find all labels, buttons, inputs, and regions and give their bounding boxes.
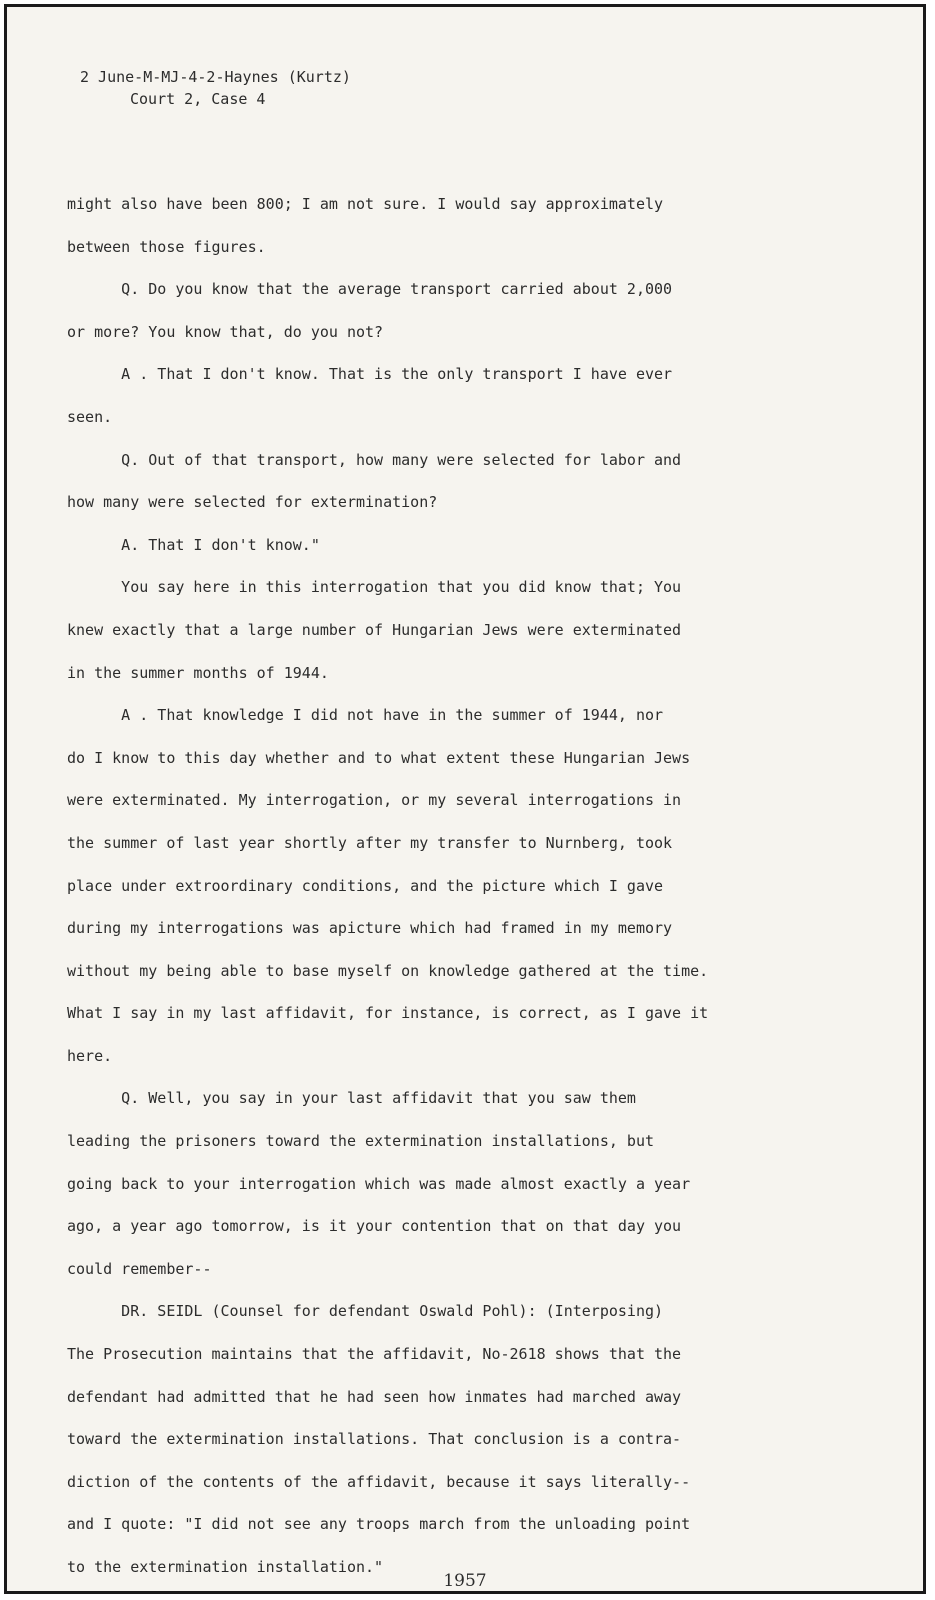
transcript-line: might also have been 800; I am not sure. I would say approximately [67,195,664,213]
transcript-line: Q. Do you know that the average transport carried about 2,000 [67,280,673,299]
transcript-line: place under extroordinary conditions, and the picture which I gave [67,876,664,895]
transcript-line: here. [67,1046,113,1065]
page-number: 1957 [443,1571,487,1591]
transcript-line: the summer of last year shortly after my transfer to Nurnberg, took [67,833,673,852]
transcript-line: knew exactly that a large number of Hungarian Jews were exterminated [67,620,682,639]
transcript-line: without my being able to base myself on knowledge gathered at the time. [67,961,709,980]
transcript-line: were exterminated. My interrogation, or my several interrogations in [67,791,682,810]
transcript-line: Q. Out of that transport, how many were selected for labor and [67,450,682,469]
transcript-line: in the summer months of 1944. [67,663,329,682]
transcript-line: to the extermination installation." [67,1558,384,1576]
transcript-line: seen. [67,407,113,426]
transcript-line: going back to your interrogation which was made almost exactly a year [67,1174,691,1193]
transcript-line: between those figures. [67,237,266,256]
transcript-line: DR. SEIDL (Counsel for defendant Oswald Pohl): (Interposing) [67,1302,664,1321]
transcript-line: toward the extermination installations. That conclusion is a contra- [67,1430,682,1449]
header-line-2: Court 2, Case 4 [130,90,266,108]
transcript-line: The Prosecution maintains that the affidavit, No-2618 shows that the [67,1345,682,1364]
transcript-line: What I say in my last affidavit, for instance, is correct, as I gave it [67,1004,709,1023]
document-page [4,4,926,1594]
transcript-line: diction of the contents of the affidavit, because it says literally-- [67,1472,691,1491]
transcript-line: A. That I don't know." [67,535,320,554]
transcript-line: how many were selected for extermination? [67,493,438,512]
transcript-line: do I know to this day whether and to what extent these Hungarian Jews [67,748,691,767]
transcript-line: during my interrogations was apicture which had framed in my memory [67,919,673,938]
transcript-line: A . That knowledge I did not have in the summer of 1944, nor [67,706,664,725]
transcript-body [67,183,867,1589]
header-line-1: 2 June-M-MJ-4-2-Haynes (Kurtz) [80,68,351,86]
transcript-line: ago, a year ago tomorrow, is it your contention that on that day you [67,1217,682,1236]
transcript-line: could remember-- [67,1259,212,1278]
transcript-line: leading the prisoners toward the extermination installations, but [67,1132,654,1151]
transcript-line: or more? You know that, do you not? [67,322,384,341]
transcript-line: and I quote: "I did not see any troops march from the unloading point [67,1515,691,1534]
transcript-line: defendant had admitted that he had seen how inmates had marched away [67,1387,682,1406]
transcript-line: A . That I don't know. That is the only transport I have ever [67,365,673,384]
page-header [80,66,351,110]
transcript-line: Q. Well, you say in your last affidavit that you saw them [67,1089,636,1108]
transcript-line: You say here in this interrogation that you did know that; You [67,578,682,597]
